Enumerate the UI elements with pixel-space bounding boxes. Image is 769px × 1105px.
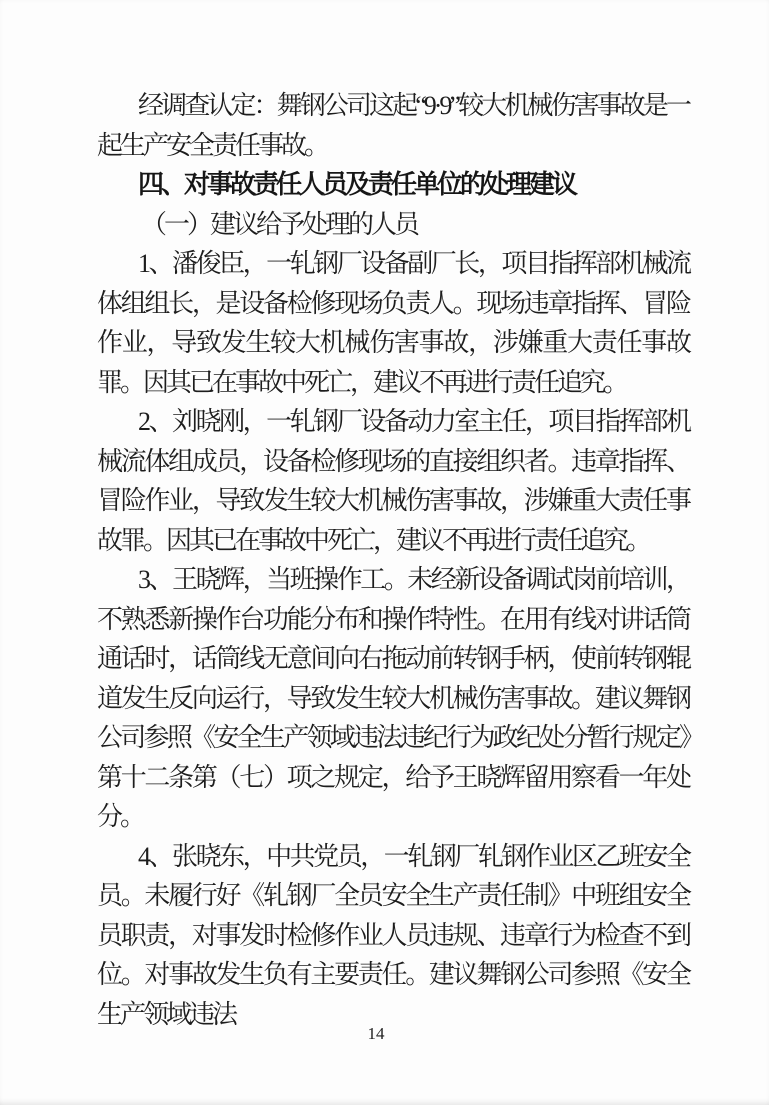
- paragraph-person-2: 2、刘晓刚，一轧钢厂设备动力室主任，项目指挥部机械流体组成员，设备检修现场的直接组织者。违章指挥、冒险作业，导致发生较大机械伤害事故，涉嫌重大责任事故罪。因其已在事故中死亡，建议不再进行责任追究。: [97, 407, 689, 555]
- section-heading: 四、对事故责任人员及责任单位的处理建议: [138, 169, 576, 199]
- subsection-heading: （一）建议给予处理的人员: [141, 209, 418, 239]
- paragraph-person-3: 3、王晓辉，当班操作工。未经新设备调试岗前培训，不熟悉新操作台功能分布和操作特性。在用有线对讲话筒通话时，话筒线无意间向右拖动前转钢手柄，使前转钢辊道发生反向运行，导致发生较大机械伤害事故。建议舞钢公司参照《安全生产领域违法违纪行为政纪处分暂行规定》第十二条第（七）项之规定，给予王晓辉留用察看一年处分。: [97, 565, 689, 831]
- page-number: 14: [367, 1024, 385, 1043]
- document-content: [97, 86, 689, 1034]
- paragraph-conclusion: 经调查认定：舞钢公司这起“9·9”较大机械伤害事故是一起生产安全责任事故。: [97, 91, 689, 160]
- paragraph-person-4: 4、张晓东，中共党员，一轧钢厂轧钢作业区乙班安全员。未履行好《轧钢厂全员安全生产责任制》中班组安全员职责，对事发时检修作业人员违规、违章行为检查不到位。对事故发生负有主要责任。建议舞钢公司参照《安全生产领域违法: [97, 841, 689, 1029]
- paragraph-person-1: 1、潘俊臣，一轧钢厂设备副厂长，项目指挥部机械流体组组长，是设备检修现场负责人。现场违章指挥、冒险作业，导致发生较大机械伤害事故，涉嫌重大责任事故罪。因其已在事故中死亡，建议不再进行责任追究。: [97, 249, 689, 397]
